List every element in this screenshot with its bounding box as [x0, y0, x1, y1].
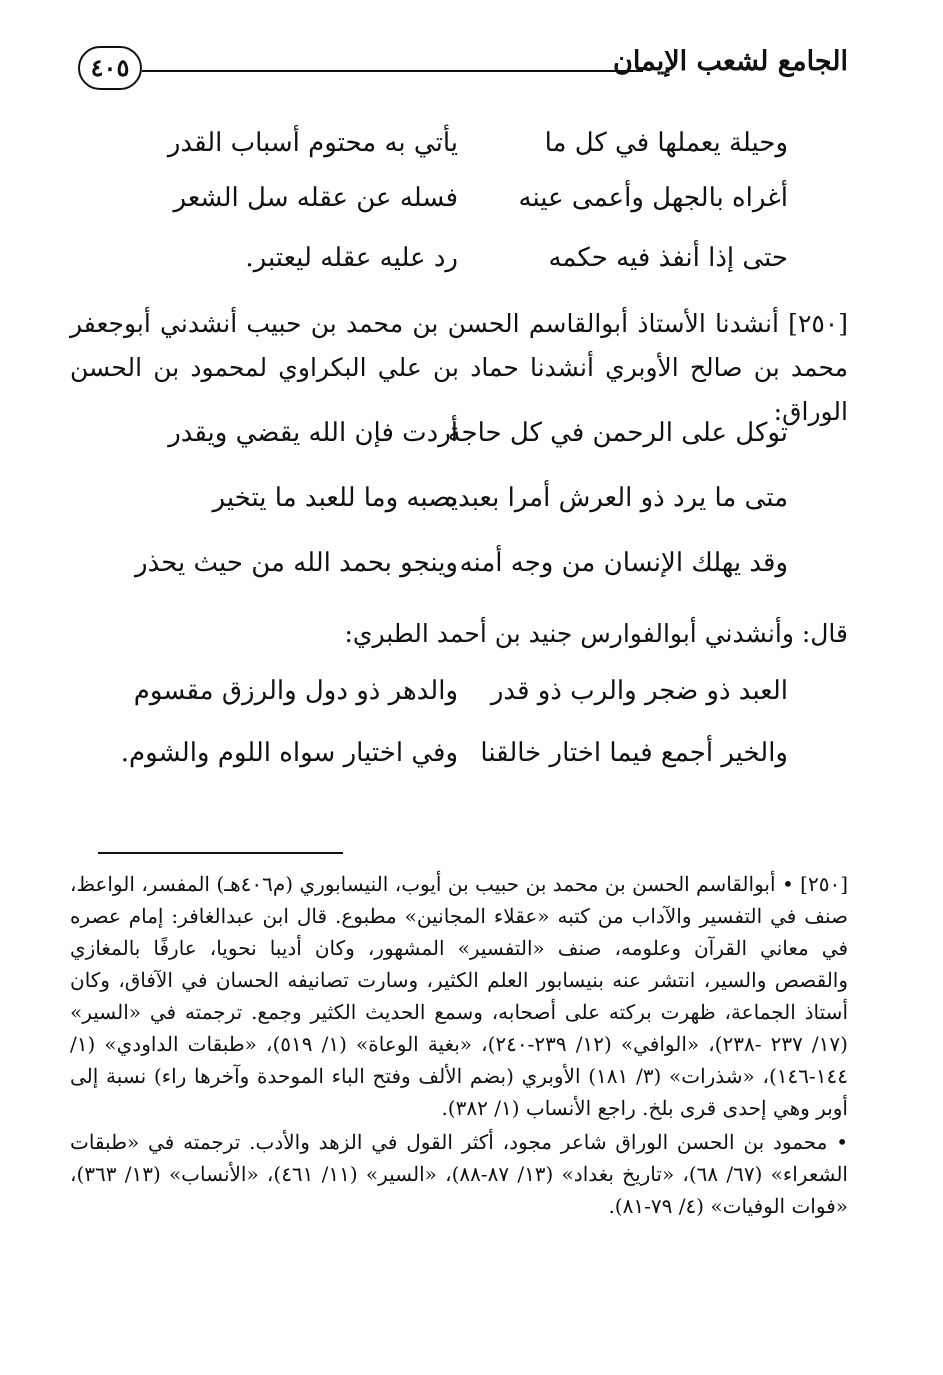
verse-line — [120, 548, 788, 598]
verse-second-hemistich: أردت فإن الله يقضي ويقدر — [168, 418, 458, 448]
verse-line — [120, 128, 788, 178]
footnote-separator — [98, 852, 343, 854]
narration-paragraph: [٢٥٠] أنشدنا الأستاذ أبوالقاسم الحسن بن محمد بن حبيب أنشدني أبوجعفر محمد بن صالح الأوبري أنشدنا حماد بن علي البكراوي لمحمود بن الحسن الوراق: — [70, 309, 848, 426]
verse-first-hemistich: توكل على الرحمن في كل حاجة — [447, 418, 788, 448]
verse-first-hemistich: وحيلة يعملها في كل ما — [544, 128, 788, 158]
footnotes — [70, 868, 848, 1222]
verse-second-hemistich: وفي اختيار سواه اللوم والشوم. — [120, 738, 458, 768]
verse-first-hemistich: أغراه بالجهل وأعمى عينه — [518, 183, 788, 213]
verse-line — [120, 483, 788, 533]
book-title: الجامع لشعب الإيمان — [613, 46, 848, 77]
footnote-entry: • محمود بن الحسن الوراق شاعر مجود، أكثر القول في الزهد والأدب. ترجمته في «طبقات الشعراء» (٦٧/ ٦٨)، «تاريخ بغداد» (١٣/ ٨٧-٨٨)، «السير» (١١/ ٤٦١)، «الأنساب» (١٣/ ٣٦٣)، «فوات الوفيات» (٤/ ٧٩-٨١). — [70, 1130, 848, 1218]
verse-first-hemistich: متى ما يرد ذو العرش أمرا بعبده — [444, 483, 788, 513]
verse-second-hemistich: يأتي به محتوم أسباب القدر — [167, 128, 458, 158]
verse-line — [120, 243, 788, 293]
verse-first-hemistich: العبد ذو ضجر والرب ذو قدر — [490, 676, 788, 706]
verse-second-hemistich: فسله عن عقله سل الشعر — [173, 183, 458, 213]
verse-first-hemistich: وقد يهلك الإنسان من وجه أمنه — [459, 548, 788, 578]
page-header — [70, 40, 848, 102]
verse-line — [120, 738, 788, 788]
verse-second-hemistich: والدهر ذو دول والرزق مقسوم — [133, 676, 458, 706]
verse-line — [120, 418, 788, 468]
page-number: ٤٠٥ — [78, 46, 142, 90]
narration-line: قال: وأنشدني أبوالفوارس جنيد بن أحمد الطبري: — [344, 619, 848, 648]
verse-second-hemistich: رد عليه عقله ليعتبر. — [245, 243, 458, 273]
verse-line — [120, 676, 788, 726]
header-rule — [142, 70, 643, 72]
verse-first-hemistich: حتى إذا أنفذ فيه حكمه — [548, 243, 788, 273]
verse-first-hemistich: والخير أجمع فيما اختار خالقنا — [480, 738, 788, 768]
verse-line — [120, 183, 788, 233]
verse-second-hemistich: وينجو بحمد الله من حيث يحذر — [135, 548, 458, 578]
footnote-entry: [٢٥٠] • أبوالقاسم الحسن بن محمد بن حبيب بن أيوب، النيسابوري (م٤٠٦هـ) المفسر، الواعظ، صنف في التفسير والآداب من كتبه «عقلاء المجانين» مطبوع. قال ابن عبدالغافر: إمام عصره في معاني القرآن وعلومه، صنف «التفسير» المشهور، وكان أديبا نحويا، عارفًا بالمغازي والقصص والسير، انتشر عنه بنيسابور العلم الكثير، وسارت تصانيفه الحسان في الآفاق، وكان أستاذ الجماعة، ظهرت بركته على أصحابه، وسمع الحديث الكثير وجمع. ترجمته في «السير» (١٧/ ٢٣٧ -٢٣٨)، «الوافي» (١٢/ ٢٣٩-٢٤٠)، «بغية الوعاة» (١/ ٥١٩)، «طبقات الداودي» (١/ ١٤٤-١٤٦)، «شذرات» (٣/ ١٨١) الأوبري (بضم الألف وفتح الباء الموحدة وآخرها راء) نسبة إلى أوبر وهي إحدى قرى بلخ. راجع الأنساب (١/ ٣٨٢). — [70, 872, 849, 1120]
verse-second-hemistich: يصبه وما للعبد ما يتخير — [212, 483, 458, 513]
